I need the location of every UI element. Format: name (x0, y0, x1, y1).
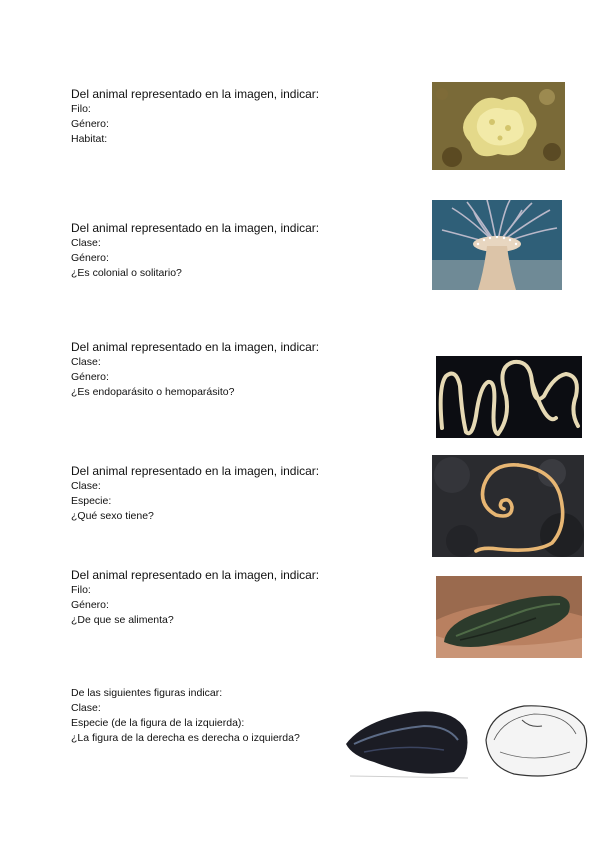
roundworm-photo (432, 455, 584, 557)
question-block-5 (71, 568, 319, 628)
question-line: Especie (de la figura de la izquierda): (71, 717, 245, 729)
question-line: Clase: (71, 480, 101, 492)
question-block-1 (71, 87, 319, 147)
question-line: Habitat: (71, 133, 108, 145)
tapeworm-photo (436, 356, 582, 438)
question-line: Filo: (71, 584, 91, 596)
question-line: Género: (71, 371, 109, 383)
question-block-2 (71, 221, 319, 281)
question-heading: Del animal representado en la imagen, indicar: (71, 464, 320, 478)
question-block-4 (71, 464, 319, 524)
question-line: Clase: (71, 702, 101, 714)
question-block-6 (71, 686, 300, 746)
question-line: ¿Qué sexo tiene? (71, 510, 154, 522)
question-line: Género: (71, 118, 109, 130)
question-line: ¿De que se alimenta? (71, 614, 174, 626)
question-line: Género: (71, 252, 109, 264)
question-line: ¿Es endoparásito o hemoparásito? (71, 386, 235, 398)
leech-photo (436, 576, 582, 658)
question-line: Clase: (71, 237, 101, 249)
question-block-3 (71, 340, 319, 400)
question-line: Género: (71, 599, 109, 611)
yellow-sponge-photo (432, 82, 565, 170)
question-heading: Del animal representado en la imagen, indicar: (71, 87, 320, 101)
question-heading: Del animal representado en la imagen, indicar: (71, 340, 320, 354)
sea-anemone-photo (432, 200, 562, 290)
question-heading: De las siguientes figuras indicar: (71, 687, 223, 699)
question-heading: Del animal representado en la imagen, indicar: (71, 221, 320, 235)
question-heading: Del animal representado en la imagen, indicar: (71, 568, 320, 582)
question-line: Especie: (71, 495, 112, 507)
question-line: ¿Es colonial o solitario? (71, 267, 182, 279)
question-line: Filo: (71, 103, 91, 115)
question-line: Clase: (71, 356, 101, 368)
question-line: ¿La figura de la derecha es derecha o izquierda? (71, 732, 300, 744)
mussel-photo-and-shell-drawing (344, 700, 594, 780)
